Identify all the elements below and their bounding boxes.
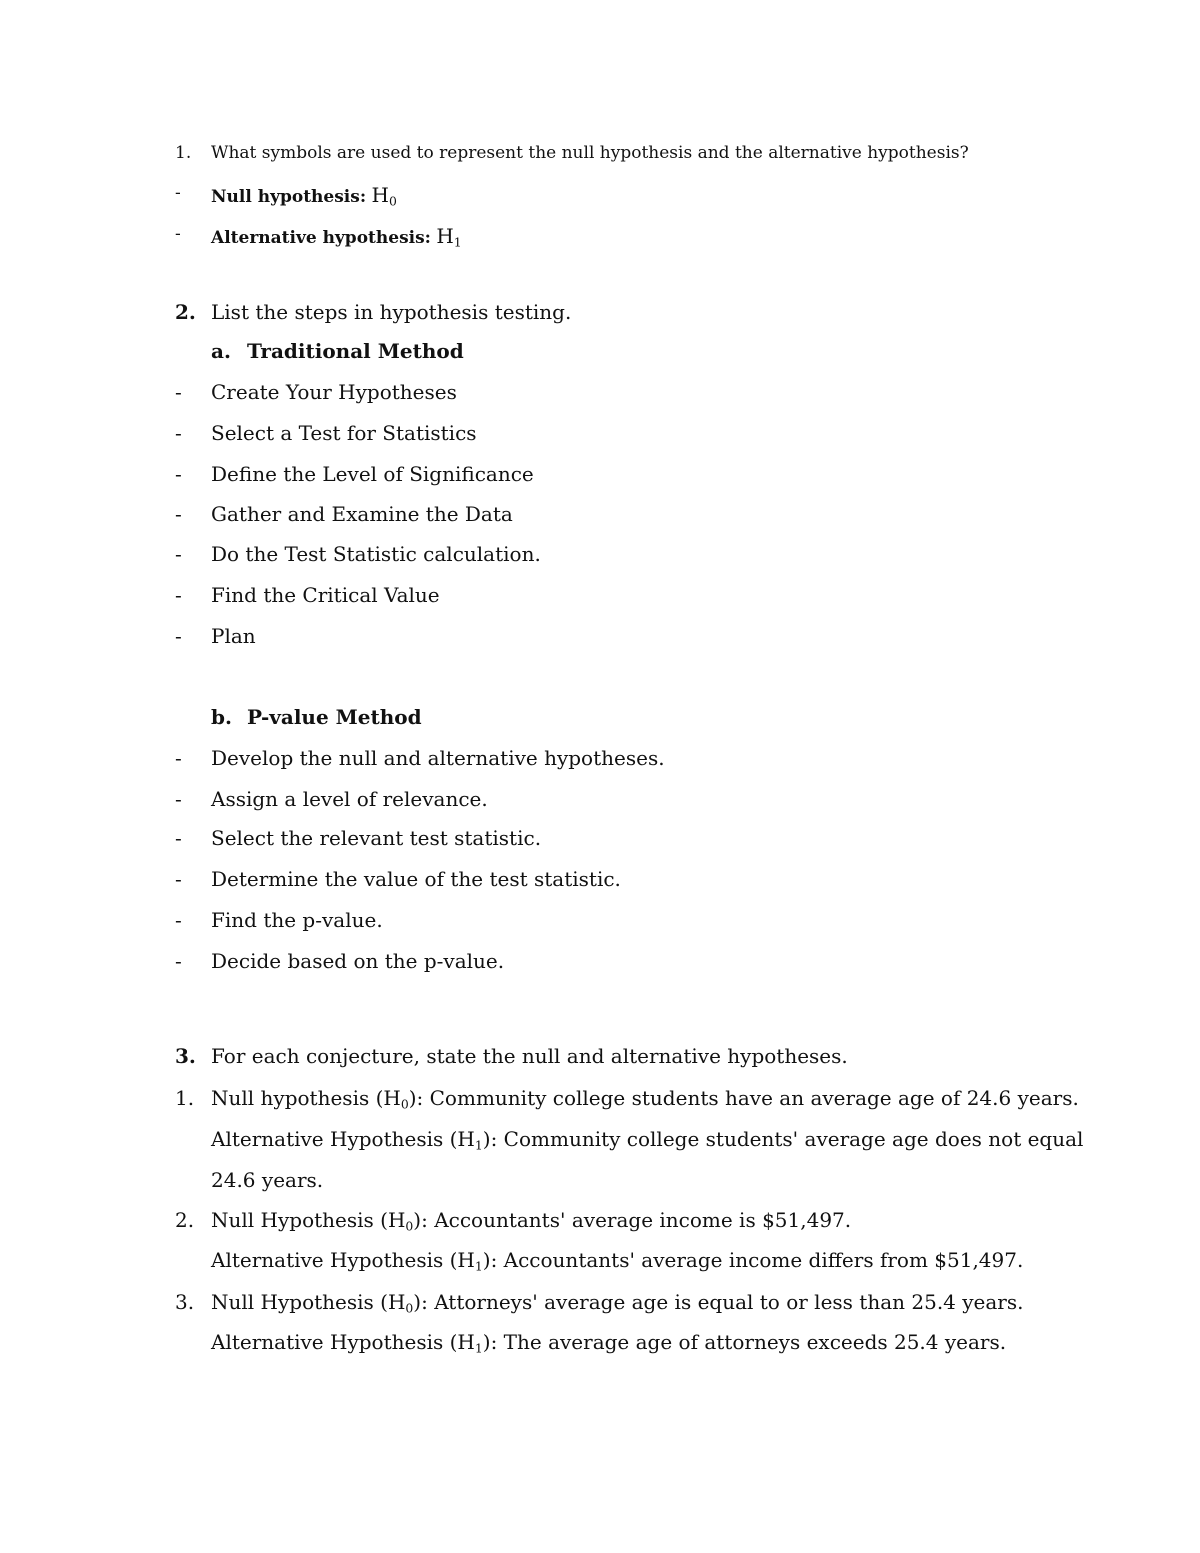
q2b-heading: P-value Method bbox=[247, 705, 422, 729]
q3-number: 3. bbox=[175, 1044, 196, 1068]
dash-marker: - bbox=[175, 583, 182, 607]
dash-marker: - bbox=[175, 542, 182, 566]
null-rest: ): Accountants' average income is $51,497. bbox=[413, 1208, 852, 1232]
null-subscript: 0 bbox=[400, 1096, 409, 1112]
dash-marker: - bbox=[175, 462, 182, 486]
null-subscript: 0 bbox=[405, 1218, 414, 1234]
dash-marker: - bbox=[175, 502, 182, 526]
conjecture-alt-text bbox=[211, 1127, 1084, 1153]
alt-prefix: Alternative Hypothesis (H bbox=[211, 1127, 475, 1151]
q2b-marker: b. bbox=[211, 705, 232, 729]
q1-alt-dash: - bbox=[175, 224, 181, 244]
dash-marker: - bbox=[175, 421, 182, 445]
dash-marker: - bbox=[175, 908, 182, 932]
alt-prefix: Alternative Hypothesis (H bbox=[211, 1248, 475, 1272]
dash-marker: - bbox=[175, 380, 182, 404]
q1-alt-symbol-letter: H bbox=[436, 224, 454, 248]
q1-question-text: What symbols are used to represent the null hypothesis and the alternative hypothesis? bbox=[211, 143, 969, 163]
conjecture-number: 2. bbox=[175, 1208, 195, 1232]
q1-null-symbol-sub: 0 bbox=[388, 193, 397, 209]
step-text: Gather and Examine the Data bbox=[211, 502, 513, 526]
q1-alt-content bbox=[211, 224, 462, 250]
alt-prefix: Alternative Hypothesis (H bbox=[211, 1330, 475, 1354]
null-prefix: Null Hypothesis (H bbox=[211, 1290, 406, 1314]
alt-rest: ): Accountants' average income differs from $51,497. bbox=[482, 1248, 1024, 1272]
step-text: Select a Test for Statistics bbox=[211, 421, 477, 445]
conjecture-alt-text bbox=[211, 1248, 1024, 1274]
step-text: Develop the null and alternative hypotheses. bbox=[211, 746, 665, 770]
q1-alt-symbol bbox=[436, 224, 461, 248]
q2-number: 2. bbox=[175, 300, 196, 324]
q2a-heading: Traditional Method bbox=[247, 339, 464, 363]
conjecture-number: 1. bbox=[175, 1086, 195, 1110]
q1-number: 1. bbox=[175, 143, 192, 163]
step-text: Do the Test Statistic calculation. bbox=[211, 542, 541, 566]
null-rest: ): Community college students have an average age of 24.6 years. bbox=[408, 1086, 1079, 1110]
dash-marker: - bbox=[175, 746, 182, 770]
conjecture-number: 3. bbox=[175, 1290, 195, 1314]
conjecture-null-text bbox=[211, 1290, 1024, 1316]
q1-null-dash: - bbox=[175, 183, 181, 203]
q2a-marker: a. bbox=[211, 339, 231, 363]
q1-alt-label: Alternative hypothesis: bbox=[211, 228, 431, 248]
q1-null-symbol bbox=[372, 183, 397, 207]
q2-question-text: List the steps in hypothesis testing. bbox=[211, 300, 572, 324]
conjecture-null-text bbox=[211, 1208, 852, 1234]
alt-subscript: 1 bbox=[474, 1258, 483, 1274]
step-text: Select the relevant test statistic. bbox=[211, 826, 542, 850]
null-subscript: 0 bbox=[405, 1300, 414, 1316]
dash-marker: - bbox=[175, 787, 182, 811]
alt-subscript: 1 bbox=[474, 1340, 483, 1356]
alt-subscript: 1 bbox=[474, 1137, 483, 1153]
q1-null-label: Null hypothesis: bbox=[211, 187, 367, 207]
q1-alt-symbol-sub: 1 bbox=[453, 234, 462, 250]
q1-null-content bbox=[211, 183, 397, 209]
step-text: Assign a level of relevance. bbox=[211, 787, 488, 811]
step-text: Plan bbox=[211, 624, 256, 648]
step-text: Define the Level of Significance bbox=[211, 462, 534, 486]
dash-marker: - bbox=[175, 624, 182, 648]
alt-rest: ): Community college students' average age does not equal bbox=[482, 1127, 1084, 1151]
alt-rest: ): The average age of attorneys exceeds 25.4 years. bbox=[482, 1330, 1007, 1354]
step-text: Determine the value of the test statistic. bbox=[211, 867, 621, 891]
step-text: Find the p-value. bbox=[211, 908, 383, 932]
q3-question-text: For each conjecture, state the null and alternative hypotheses. bbox=[211, 1044, 848, 1068]
conjecture-null-text bbox=[211, 1086, 1079, 1112]
step-text: Find the Critical Value bbox=[211, 583, 440, 607]
alt-continuation-text: 24.6 years. bbox=[211, 1168, 324, 1192]
conjecture-alt-text bbox=[211, 1330, 1007, 1356]
step-text: Create Your Hypotheses bbox=[211, 380, 457, 404]
q1-null-symbol-letter: H bbox=[371, 183, 389, 207]
dash-marker: - bbox=[175, 867, 182, 891]
null-rest: ): Attorneys' average age is equal to or less than 25.4 years. bbox=[413, 1290, 1024, 1314]
dash-marker: - bbox=[175, 826, 182, 850]
null-prefix: Null hypothesis (H bbox=[211, 1086, 401, 1110]
null-prefix: Null Hypothesis (H bbox=[211, 1208, 406, 1232]
dash-marker: - bbox=[175, 949, 182, 973]
step-text: Decide based on the p-value. bbox=[211, 949, 505, 973]
